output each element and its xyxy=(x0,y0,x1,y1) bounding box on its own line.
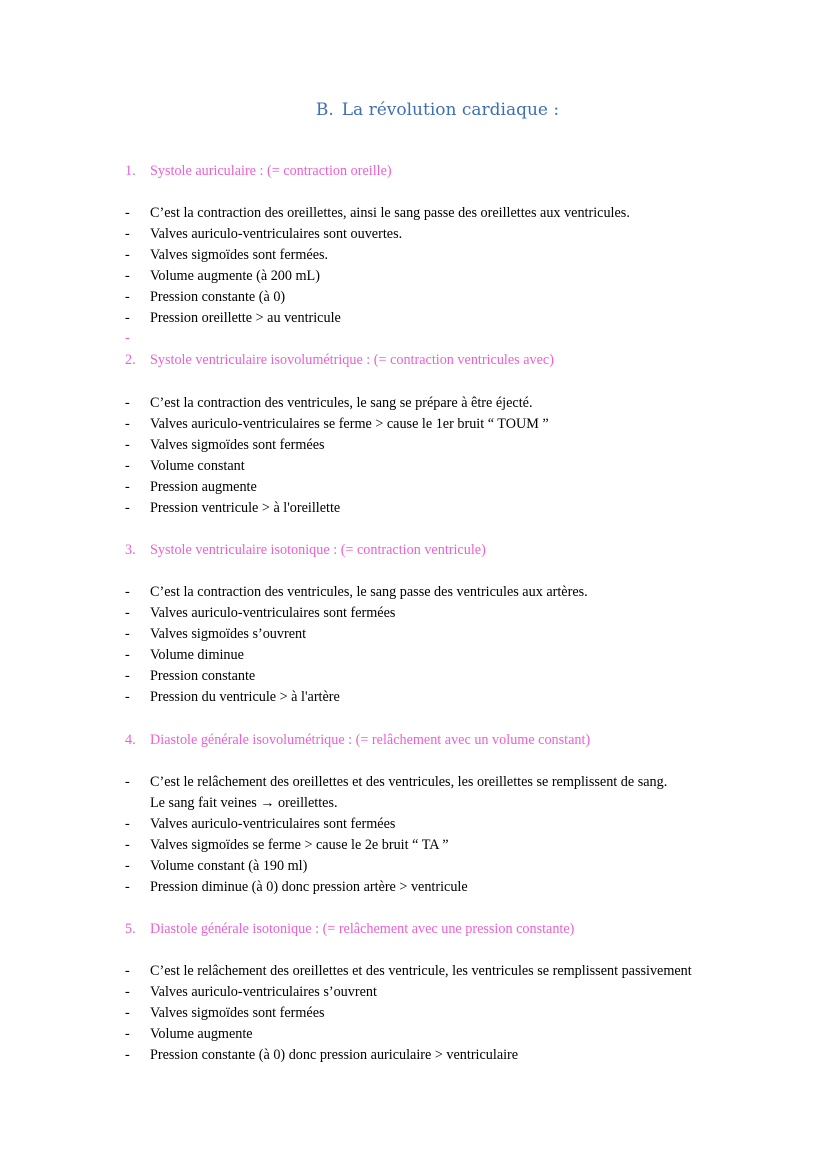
bullet-dash: - xyxy=(125,605,130,621)
item-text: Le sang fait veines → oreillettes. xyxy=(150,795,338,811)
item-text: Valves sigmoïdes sont fermées. xyxy=(150,247,329,263)
item-text: Volume constant (à 190 ml) xyxy=(150,858,308,874)
item-text: C’est le relâchement des oreillettes et des ventricule, les ventricules se remplissent passivement xyxy=(150,963,692,979)
section-number: 4. xyxy=(125,732,136,748)
bullet-dash: - xyxy=(125,1005,130,1021)
bullet-dash: - xyxy=(125,416,130,432)
item-text: Valves auriculo-ventriculaires sont fermées xyxy=(150,816,396,832)
bullet-dash: - xyxy=(125,963,130,979)
bullet-dash: - xyxy=(125,205,130,221)
item-text: C’est la contraction des ventricules, le sang se prépare à être éjecté. xyxy=(150,395,533,411)
bullet-dash: - xyxy=(125,984,130,1000)
bullet-dash: - xyxy=(125,668,130,684)
bullet-dash: - xyxy=(125,647,130,663)
bullet-dash: - xyxy=(125,479,130,495)
bullet-dash: - xyxy=(125,816,130,832)
section-title: Diastole générale isovolumétrique : (= relâchement avec un volume constant) xyxy=(150,732,591,748)
item-text: C’est le relâchement des oreillettes et des ventricules, les oreillettes se remplissent de sang. xyxy=(150,774,668,790)
item-text: Volume constant xyxy=(150,458,245,474)
item-text: Valves sigmoïdes sont fermées xyxy=(150,1005,325,1021)
bullet-dash: - xyxy=(125,584,130,600)
item-text: Valves sigmoïdes se ferme > cause le 2e bruit “ TA ” xyxy=(150,837,449,853)
section-title: Systole auriculaire : (= contraction oreille) xyxy=(150,163,392,179)
bullet-dash: - xyxy=(125,626,130,642)
bullet-dash: - xyxy=(125,310,130,326)
bullet-dash: - xyxy=(125,226,130,242)
item-text: Pression diminue (à 0) donc pression artère > ventricule xyxy=(150,879,468,895)
section-number: 1. xyxy=(125,163,136,179)
bullet-dash: - xyxy=(125,774,130,790)
bullet-dash: - xyxy=(125,1026,130,1042)
item-text: Valves auriculo-ventriculaires se ferme > cause le 1er bruit “ TOUM ” xyxy=(150,416,549,432)
item-text: Pression constante xyxy=(150,668,256,684)
bullet-dash: - xyxy=(125,837,130,853)
item-text: Pression augmente xyxy=(150,479,257,495)
item-text: Pression du ventricule > à l'artère xyxy=(150,689,340,705)
bullet-dash: - xyxy=(125,500,130,516)
bullet-dash: - xyxy=(125,247,130,263)
item-text: Valves sigmoïdes s’ouvrent xyxy=(150,626,307,642)
title-number: B. xyxy=(315,100,334,120)
item-text: Pression constante (à 0) donc pression auriculaire > ventriculaire xyxy=(150,1047,519,1063)
bullet-dash: - xyxy=(125,879,130,895)
item-text: Pression oreillette > au ventricule xyxy=(150,310,341,326)
bullet-dash: - xyxy=(125,268,130,284)
bullet-dash: - xyxy=(125,437,130,453)
item-text: Valves sigmoïdes sont fermées xyxy=(150,437,325,453)
item-text: Volume augmente xyxy=(150,1026,253,1042)
bullet-dash: - xyxy=(125,1047,130,1063)
section-number: 5. xyxy=(125,921,136,937)
item-text: Volume augmente (à 200 mL) xyxy=(150,268,320,284)
bullet-dash: - xyxy=(125,330,130,346)
bullet-dash: - xyxy=(125,289,130,305)
bullet-dash: - xyxy=(125,458,130,474)
item-text: Volume diminue xyxy=(150,647,244,663)
section-title: Diastole générale isotonique : (= relâchement avec une pression constante) xyxy=(150,921,575,937)
section-title: Systole ventriculaire isotonique : (= contraction ventricule) xyxy=(150,542,486,558)
item-text: Valves auriculo-ventriculaires sont fermées xyxy=(150,605,396,621)
bullet-dash: - xyxy=(125,689,130,705)
item-text: Valves auriculo-ventriculaires sont ouvertes. xyxy=(150,226,403,242)
bullet-dash: - xyxy=(125,858,130,874)
item-text: Pression ventricule > à l'oreillette xyxy=(150,500,341,516)
title-text: La révolution cardiaque : xyxy=(341,100,560,120)
bullet-dash: - xyxy=(125,395,130,411)
section-number: 3. xyxy=(125,542,136,558)
item-text: Valves auriculo-ventriculaires s’ouvrent xyxy=(150,984,377,1000)
item-text: C’est la contraction des oreillettes, ainsi le sang passe des oreillettes aux ventricules. xyxy=(150,205,630,221)
item-text: C’est la contraction des ventricules, le sang passe des ventricules aux artères. xyxy=(150,584,588,600)
section-number: 2. xyxy=(125,352,136,368)
page-title xyxy=(0,100,828,120)
section-title: Systole ventriculaire isovolumétrique : (= contraction ventricules avec) xyxy=(150,352,554,368)
item-text: Pression constante (à 0) xyxy=(150,289,286,305)
